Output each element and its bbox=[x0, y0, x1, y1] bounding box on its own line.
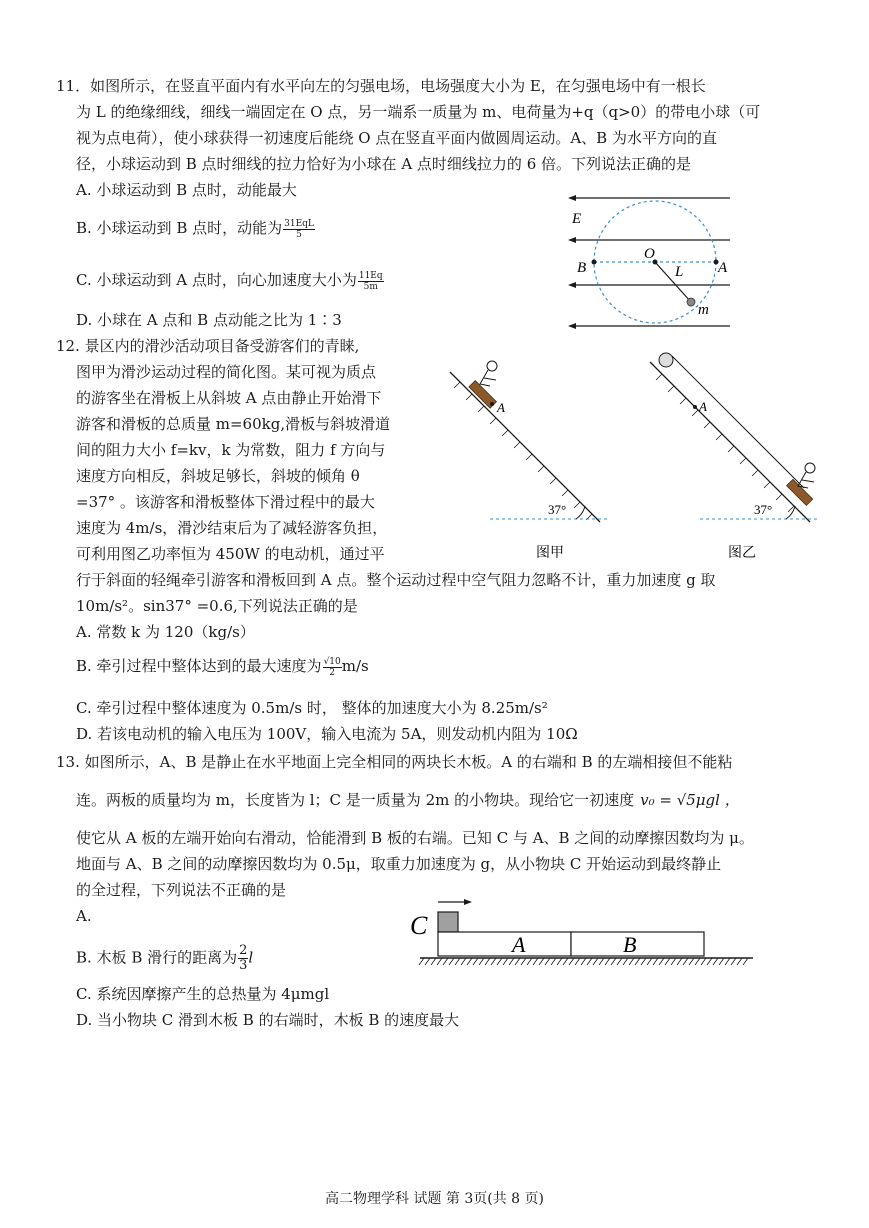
hatch-stroke bbox=[461, 958, 466, 965]
hatch-stroke bbox=[563, 958, 568, 965]
q11-stem-line-2: 为 L 的绝缘细线，细线一端固定在 O 点，另一端系一质量为 m、电荷量为+q（q>0）的带电小球（可 bbox=[76, 103, 761, 121]
hatch-stroke bbox=[719, 958, 724, 965]
hatch-stroke bbox=[725, 958, 730, 965]
q12-option-b bbox=[76, 656, 369, 678]
label-a: A bbox=[699, 399, 707, 414]
q13-option-b-denominator: 3 bbox=[239, 958, 248, 973]
label-l: L bbox=[675, 264, 684, 280]
hatch-stroke bbox=[557, 958, 562, 965]
hatch-stroke bbox=[587, 958, 592, 965]
hatch-stroke bbox=[599, 958, 604, 965]
label-board-b: B bbox=[623, 932, 637, 957]
hatch-stroke bbox=[449, 958, 454, 965]
hatch-stroke bbox=[623, 958, 628, 965]
hatch-stroke bbox=[551, 958, 556, 965]
q13-option-a: A. bbox=[76, 907, 92, 925]
q12-option-b-unit: m/s bbox=[341, 657, 369, 675]
q13-boards-figure bbox=[408, 894, 758, 970]
hatch-stroke bbox=[515, 958, 520, 965]
field-arrow-1 bbox=[568, 195, 576, 201]
point-a bbox=[490, 402, 494, 406]
hatch-stroke bbox=[737, 958, 742, 965]
q12-stem-line-11: 10m/s²。sin37° =0.6,下列说法正确的是 bbox=[76, 597, 358, 615]
hatch-stroke bbox=[479, 958, 484, 965]
hatch-stroke bbox=[605, 958, 610, 965]
hatch-stroke bbox=[491, 958, 496, 965]
point-a bbox=[693, 405, 697, 409]
hatch-stroke bbox=[677, 958, 682, 965]
label-a: A bbox=[497, 400, 505, 415]
hatch-stroke bbox=[665, 958, 670, 965]
label-b: B bbox=[577, 260, 587, 276]
motor-pulley bbox=[659, 353, 673, 367]
hatch-stroke bbox=[689, 958, 694, 965]
q11-option-a: A. 小球运动到 B 点时，动能最大 bbox=[76, 181, 297, 199]
hatch-stroke bbox=[431, 958, 436, 965]
q13-stem-line-2-text: 连。两板的质量均为 m，长度皆为 l；C 是一质量为 2m 的小物块。现给它一初速度 bbox=[76, 791, 635, 809]
hatch-stroke bbox=[533, 958, 538, 965]
q11-option-b-fraction bbox=[283, 219, 315, 240]
label-e: E bbox=[572, 211, 582, 227]
q12-option-c: C. 牵引过程中整体速度为 0.5m/s 时， 整体的加速度大小为 8.25m/s² bbox=[76, 699, 548, 717]
q12-figure-yi bbox=[640, 352, 820, 562]
hatch-stroke bbox=[497, 958, 502, 965]
hatch-stroke bbox=[485, 958, 490, 965]
hatch-stroke bbox=[629, 958, 634, 965]
q13-option-c: C. 系统因摩擦产生的总热量为 4μmgl bbox=[76, 985, 330, 1003]
q13-option-b-numerator: 2 bbox=[239, 943, 248, 958]
pull-rope bbox=[672, 356, 804, 488]
hatch-stroke bbox=[695, 958, 700, 965]
charged-ball bbox=[687, 298, 695, 306]
hatch-stroke bbox=[659, 958, 664, 965]
hatch-stroke bbox=[581, 958, 586, 965]
q12-option-d: D. 若该电动机的输入电压为 100V，输入电流为 5A，则发动机内阻为 10Ω bbox=[76, 725, 578, 743]
q13-option-b-unit: l bbox=[248, 948, 254, 967]
block-c bbox=[438, 912, 458, 932]
board-b bbox=[571, 932, 704, 956]
caption-yi: 图乙 bbox=[728, 546, 756, 561]
q13-stem-line-2 bbox=[76, 790, 740, 810]
hatch-stroke bbox=[443, 958, 448, 965]
hatch-stroke bbox=[617, 958, 622, 965]
q11-stem-line-4: 径，小球运动到 B 点时细线的拉力恰好为小球在 A 点时细线拉力的 6 倍。下列说法正确的是 bbox=[76, 155, 692, 173]
q13-stem-line-3: 使它从 A 板的左端开始向右滑动，恰能滑到 B 板的右端。已知 C 与 A、B 之间的动摩擦因数均为 μ。 bbox=[76, 829, 754, 847]
q12-option-a: A. 常数 k 为 120（kg/s） bbox=[76, 623, 255, 641]
q11-option-c bbox=[76, 270, 384, 292]
q11-option-b-text: B. 小球运动到 B 点时，动能为 bbox=[76, 219, 283, 237]
label-board-a: A bbox=[512, 932, 526, 957]
q13-initial-velocity-formula: v₀ = √5μgl ， bbox=[640, 791, 740, 809]
hatch-stroke bbox=[437, 958, 442, 965]
label-o: O bbox=[644, 246, 655, 262]
hatch-stroke bbox=[545, 958, 550, 965]
q12-stem-line-7: =37° 。该游客和滑板整体下滑过程中的最大 bbox=[76, 493, 375, 511]
q12-stem-line-5: 间的阻力大小 f=kv，k 为常数，阻力 f 方向与 bbox=[76, 441, 386, 459]
label-angle: 37° bbox=[548, 502, 567, 517]
hatch-stroke bbox=[473, 958, 478, 965]
hatch-stroke bbox=[701, 958, 706, 965]
hatch-stroke bbox=[467, 958, 472, 965]
q12-stem-line-2: 图甲为滑沙运动过程的简化图。某可视为质点 bbox=[76, 363, 377, 381]
angle-arc bbox=[576, 506, 585, 519]
hatch-stroke bbox=[419, 958, 424, 965]
hatch-stroke bbox=[539, 958, 544, 965]
q12-stem-line-4: 游客和滑板的总质量 m=60kg,滑板与斜坡滑道 bbox=[76, 415, 391, 433]
hatch-stroke bbox=[509, 958, 514, 965]
hatch-stroke bbox=[575, 958, 580, 965]
q13-stem-line-5: 的全过程，下列说法不正确的是 bbox=[76, 881, 287, 899]
hatch-stroke bbox=[569, 958, 574, 965]
label-a: A bbox=[718, 260, 728, 276]
q11-option-b bbox=[76, 218, 315, 240]
q12-stem-line-10: 行于斜面的轻绳牵引游客和滑板回到 A 点。整个运动过程中空气阻力忽略不计，重力加速度 g 取 bbox=[76, 571, 716, 589]
hatch-stroke bbox=[653, 958, 658, 965]
hatch-stroke bbox=[611, 958, 616, 965]
hatch-stroke bbox=[731, 958, 736, 965]
hatch-stroke bbox=[635, 958, 640, 965]
q12-stem-line-9: 可利用图乙功率恒为 450W 的电动机，通过平 bbox=[76, 545, 385, 563]
q12-stem-line-8: 速度为 4m/s，滑沙结束后为了减轻游客负担， bbox=[76, 519, 388, 537]
page-footer: 高二物理学科 试题 第 3页(共 8 页) bbox=[325, 1191, 544, 1207]
q11-option-c-text: C. 小球运动到 A 点时，向心加速度大小为 bbox=[76, 271, 357, 289]
hatch-stroke bbox=[713, 958, 718, 965]
q11-option-b-numerator: 31EqL bbox=[284, 218, 314, 229]
hatch-stroke bbox=[671, 958, 676, 965]
slope-hatching bbox=[656, 374, 794, 512]
q12-option-b-text: B. 牵引过程中整体达到的最大速度为 bbox=[76, 657, 322, 675]
caption-jia: 图甲 bbox=[536, 546, 564, 561]
q12-stem-line-6: 速度方向相反，斜坡足够长，斜坡的倾角 θ bbox=[76, 467, 360, 485]
slope-line bbox=[450, 372, 600, 522]
hatch-stroke bbox=[455, 958, 460, 965]
hatch-stroke bbox=[683, 958, 688, 965]
hatch-stroke bbox=[593, 958, 598, 965]
hatch-stroke bbox=[647, 958, 652, 965]
q11-field-figure bbox=[560, 190, 740, 340]
label-angle: 37° bbox=[754, 502, 773, 517]
q13-stem-line-4: 地面与 A、B 之间的动摩擦因数均为 0.5μ，取重力加速度为 g，从小物块 C 开始运动到最终静止 bbox=[76, 855, 722, 873]
point-b bbox=[592, 260, 597, 265]
q11-option-c-denominator: 5m bbox=[363, 281, 378, 292]
thread-line bbox=[655, 262, 691, 302]
hatch-stroke bbox=[527, 958, 532, 965]
hatch-stroke bbox=[425, 958, 430, 965]
q11-stem-line-3: 视为点电荷），使小球获得一初速度后能绕 O 点在竖直平面内做圆周运动。A、B 为水平方向的直 bbox=[76, 129, 717, 147]
hatch-stroke bbox=[707, 958, 712, 965]
label-c: C bbox=[410, 911, 428, 940]
q12-figure-jia bbox=[430, 352, 610, 562]
q11-option-d: D. 小球在 A 点和 B 点动能之比为 1∶3 bbox=[76, 311, 342, 329]
q12-stem-line-3: 的游客坐在滑板上从斜坡 A 点由静止开始滑下 bbox=[76, 389, 382, 407]
label-m: m bbox=[698, 302, 709, 318]
q11-option-c-fraction bbox=[358, 271, 384, 292]
q12-option-b-fraction bbox=[323, 657, 342, 678]
hatch-stroke bbox=[641, 958, 646, 965]
tourist-figure bbox=[480, 361, 497, 386]
field-arrow-2 bbox=[568, 237, 576, 243]
angle-arc bbox=[786, 506, 795, 519]
q11-option-b-denominator: 5 bbox=[296, 229, 302, 240]
q11-stem-line-1: 11．如图所示，在竖直平面内有水平向左的匀强电场，电场强度大小为 E，在匀强电场中有一根长 bbox=[56, 77, 706, 95]
ground-hatching bbox=[419, 958, 748, 965]
q12-option-b-denominator: 2 bbox=[329, 667, 336, 678]
q13-stem-line-1: 13. 如图所示，A、B 是静止在水平地面上完全相同的两块长木板。A 的右端和 B 的左端相接但不能粘 bbox=[56, 753, 733, 771]
velocity-arrow-head bbox=[464, 899, 472, 905]
hatch-stroke bbox=[743, 958, 748, 965]
board-a bbox=[438, 932, 571, 956]
q12-option-b-numerator: √10 bbox=[323, 656, 341, 667]
hatch-stroke bbox=[521, 958, 526, 965]
q13-option-d: D. 当小物块 C 滑到木板 B 的右端时，木板 B 的速度最大 bbox=[76, 1011, 460, 1029]
q13-option-b-text: B. 木板 B 滑行的距离为 bbox=[76, 948, 238, 967]
q11-option-c-numerator: 11Eq bbox=[358, 270, 383, 281]
q13-option-b-fraction bbox=[238, 944, 248, 973]
hatch-stroke bbox=[503, 958, 508, 965]
slope-hatching bbox=[454, 382, 592, 520]
q12-stem-line-1: 12. 景区内的滑沙活动项目备受游客们的青睐, bbox=[56, 337, 360, 355]
field-arrow-3 bbox=[568, 282, 576, 288]
q13-option-b bbox=[76, 944, 253, 973]
field-arrow-4 bbox=[568, 323, 576, 329]
